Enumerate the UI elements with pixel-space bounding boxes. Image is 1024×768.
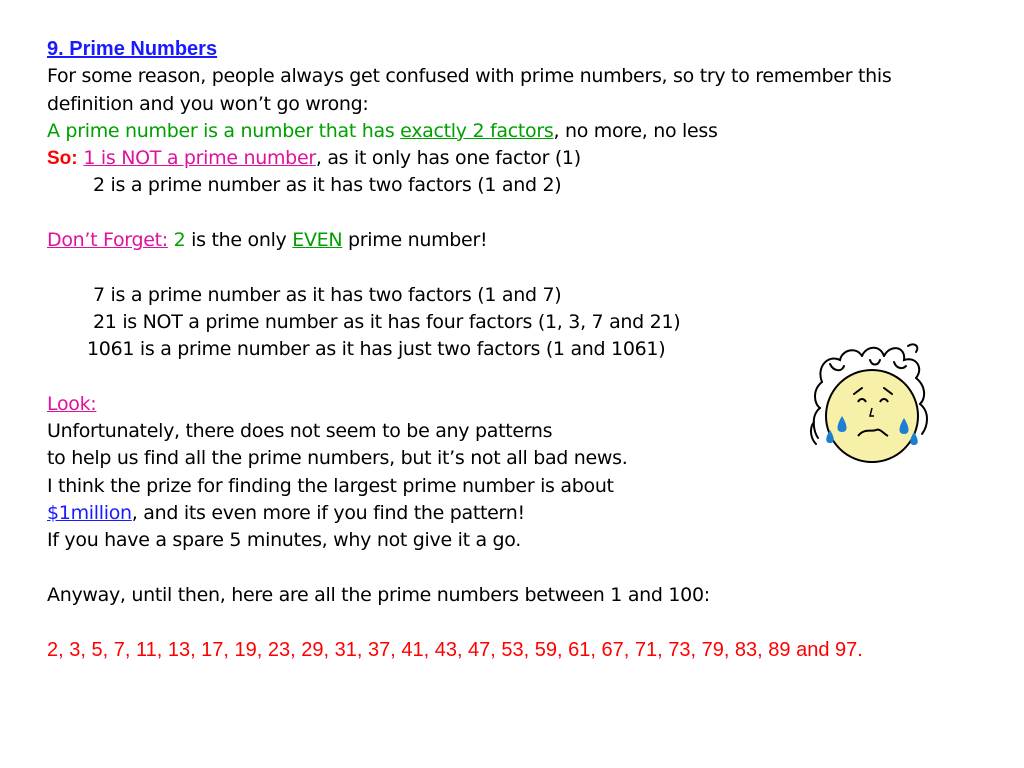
dont-forget-line (47, 227, 1017, 254)
example-line: 21 is NOT a prime number as it has four factors (1, 3, 7 and 21) (93, 310, 681, 333)
so-line (47, 145, 1017, 172)
spacer (47, 254, 1017, 281)
crying-face-icon (806, 342, 936, 472)
look-line-5: If you have a spare 5 minutes, why not give it a go. (47, 529, 522, 552)
anyway-line: Anyway, until then, here are all the prime numbers between 1 and 100: (47, 583, 710, 606)
dont-forget-label: Don’t Forget: (47, 229, 168, 252)
look-line-3: I think the prize for finding the largest prime number is about (47, 474, 614, 497)
even-highlight: EVEN (292, 229, 343, 252)
spacer (47, 555, 1017, 582)
definition-highlight: exactly 2 factors (400, 119, 554, 142)
definition-suffix: , no more, no less (553, 119, 718, 142)
so-suffix: , as it only has one factor (1) (315, 147, 581, 170)
definition-prefix: A prime number is a number that has (47, 119, 401, 142)
dont-forget-number: 2 (173, 229, 186, 252)
spacer (47, 200, 1017, 227)
intro-line-1: For some reason, people always get confused with prime numbers, so try to remember this (47, 65, 892, 88)
dont-forget-suffix: prime number! (342, 229, 488, 252)
look-label: Look: (47, 392, 97, 415)
page-title: 9. Prime Numbers (47, 38, 218, 60)
spacer (47, 609, 1017, 636)
look-line-4 (47, 500, 1017, 527)
look-line-2: to help us find all the prime numbers, but it’s not all bad news. (47, 447, 628, 470)
prize-link[interactable]: $1million (47, 502, 132, 525)
example-line: 7 is a prime number as it has two factors (1 and 7) (93, 283, 562, 306)
look-line-4-suffix: , and its even more if you find the pattern! (131, 502, 525, 525)
look-line-1: Unfortunately, there does not seem to be any patterns (47, 420, 553, 443)
example-line: 1061 is a prime number as it has just two factors (1 and 1061) (87, 338, 666, 361)
primes-list: 2, 3, 5, 7, 11, 13, 17, 19, 23, 29, 31, 37, 41, 43, 47, 53, 59, 61, 67, 71, 73, 79, 83, 89 and 97. (47, 638, 863, 661)
dont-forget-middle: is the only (185, 229, 293, 252)
example-two-line: 2 is a prime number as it has two factors (1 and 2) (93, 174, 562, 197)
definition-line (47, 118, 1017, 145)
so-label: So: (47, 148, 78, 170)
so-highlight: 1 is NOT a prime number (83, 147, 316, 170)
title-line (47, 36, 1017, 63)
intro-line-2: definition and you won’t go wrong: (47, 92, 369, 115)
